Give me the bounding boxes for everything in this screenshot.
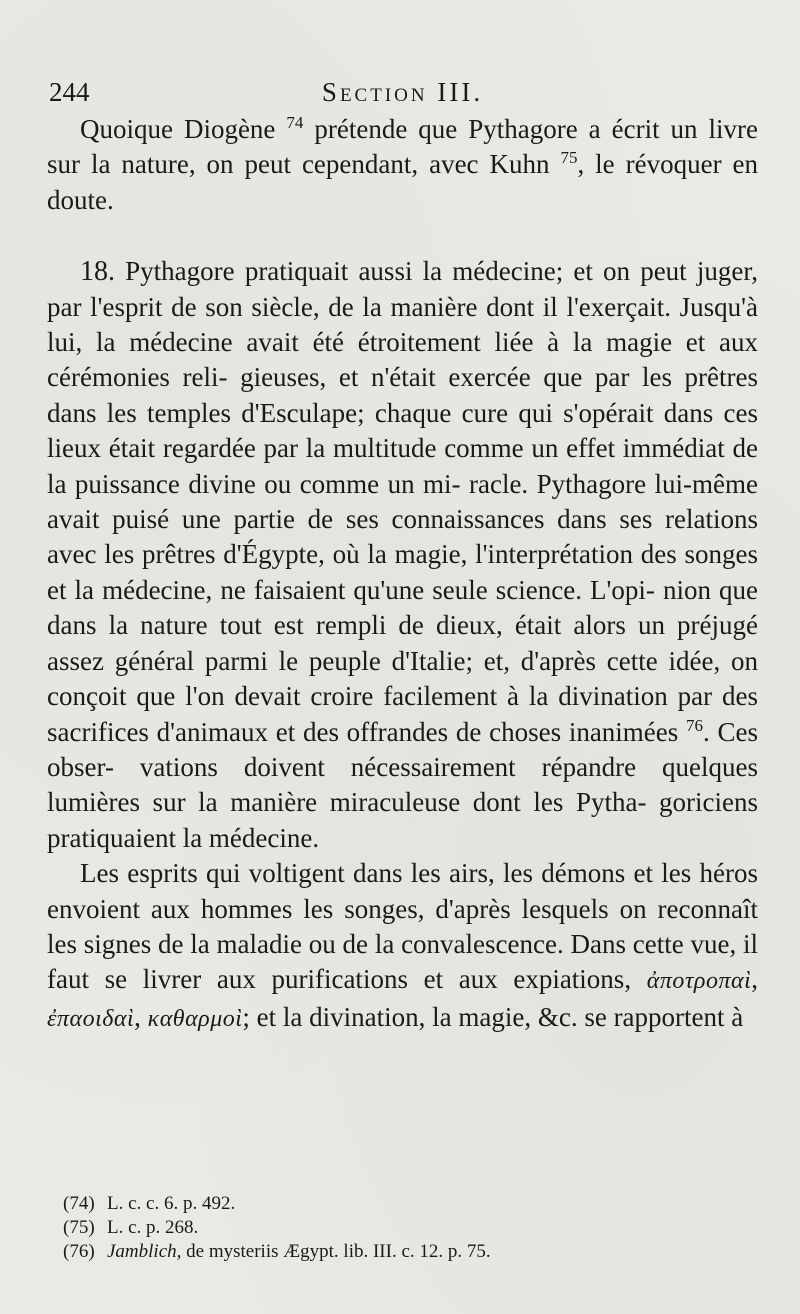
paragraph-text: prétende que Pythagore a écrit un livre sur la nature, on peut cependant, avec Kuhn — [47, 114, 758, 180]
footnotes — [63, 1192, 491, 1264]
paragraph-text: , le révoquer en doute. — [47, 149, 759, 215]
paragraph-diogenes — [47, 112, 758, 218]
footnote-ref: (74) — [63, 1193, 95, 1214]
footnote-74 — [63, 1192, 491, 1216]
footnote-text: L. c. p. 268. — [107, 1217, 199, 1238]
greek-word: ἐπαοιδαὶ — [47, 1005, 135, 1032]
paragraph-text: Quoique Diogène — [80, 114, 287, 144]
paragraph-18-medicine — [47, 254, 758, 856]
paragraph-text: ; et la divination, la magie, &c. se rapportent à — [242, 1001, 744, 1032]
paragraph-number: 18. — [80, 256, 115, 288]
footnote-text: de mysteriis Ægypt. lib. III. c. 12. p. 75. — [181, 1241, 491, 1262]
footnote-ref: (75) — [63, 1217, 95, 1238]
page-number: 244 — [49, 77, 90, 107]
separator: , — [134, 1001, 148, 1032]
footnote-text: L. c. c. 6. p. 492. — [107, 1193, 236, 1214]
footnote-marker: 76 — [686, 715, 704, 735]
footnote-75 — [63, 1216, 491, 1240]
greek-word: καθαρμοὶ — [147, 1005, 243, 1032]
paragraph-text: Les esprits qui voltigent dans les airs, les démons et les héros envoient aux hommes les songes, d'après lesquels on reconnaît les signes de la maladie ou de la convalescence. Dans cette vue, il faut se livrer aux purifications et aux expiations, — [47, 858, 758, 995]
footnote-76 — [63, 1240, 491, 1264]
greek-word: ἀποτροπαὶ — [646, 968, 752, 995]
paragraph-text: Pythagore pratiquait aussi la médecine; et on peut juger, par l'esprit de son siècle, de la manière dont il l'exerçait. Jusqu'à lui, la médecine avait été étroitement liée à la magie et aux cérémonies reli- gieuses, et n'était exercée que par les prêtres dans les temples d'Esculape; chaque cure qui s'opérait dans ces lieux était regardée par la multitude comme un effet immédiat de la puissance divine ou comme un mi- racle. Pythagore lui-même avait puisé une partie de ses connaissances dans ses relations avec les prêtres d'Égypte, où la magie, l'interprétation des songes et la médecine, ne faisaient qu'une seule science. L'opi- nion que dans la nature tout est rempli de dieux, était alors un préjugé assez général parmi le peuple d'Italie; et, d'après cette idée, on conçoit que l'on devait croire facilement à la divination par des sacrifices d'animaux et des offrandes de choses inanimées — [47, 256, 758, 747]
footnote-author: Jamblich, — [107, 1241, 182, 1262]
section-title: Section III. — [321, 77, 484, 107]
separator: , — [751, 964, 758, 995]
paragraph-spirits — [47, 856, 758, 1037]
footnote-ref: (76) — [63, 1241, 95, 1262]
running-head — [47, 72, 758, 112]
footnote-marker: 74 — [286, 113, 304, 132]
paragraph-text: . Ces obser- vations doivent nécessairement répandre quelques lumières sur la manière miraculeuse dont les Pytha- goriciens pratiquaient la médecine. — [47, 716, 758, 853]
footnote-marker: 75 — [560, 148, 578, 168]
